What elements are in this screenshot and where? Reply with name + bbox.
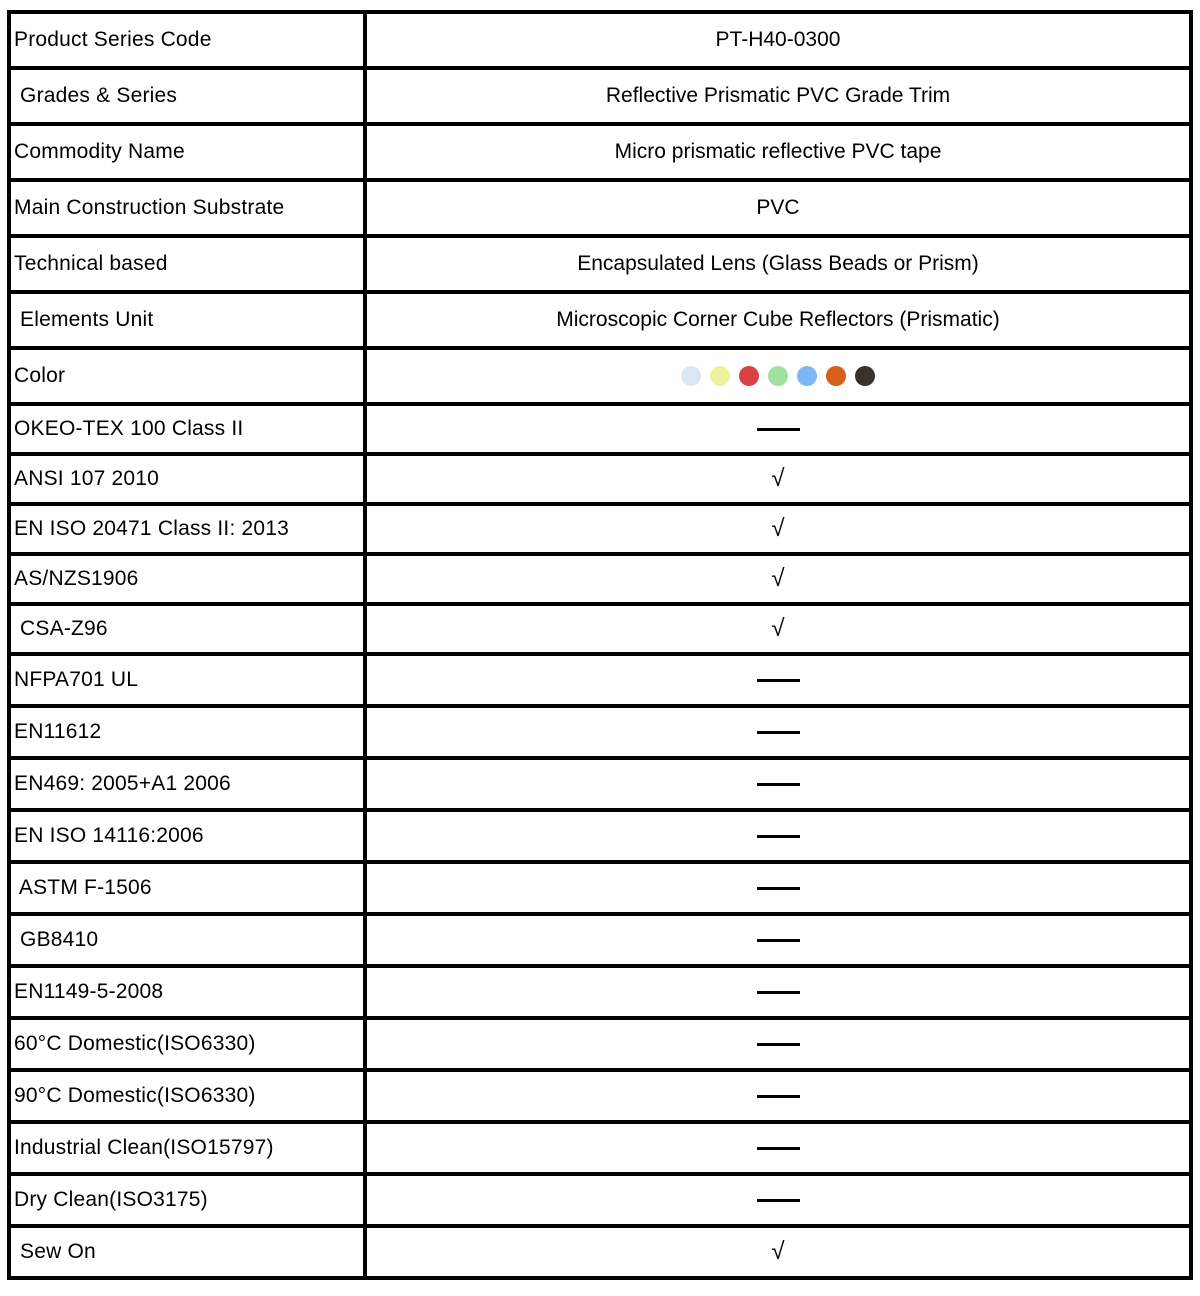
row-value — [365, 504, 1191, 554]
table-row — [9, 914, 1191, 966]
row-value — [365, 914, 1191, 966]
color-swatches — [681, 366, 875, 386]
row-label: EN11612 — [9, 706, 365, 758]
row-value — [365, 862, 1191, 914]
row-value — [365, 810, 1191, 862]
table-row — [9, 604, 1191, 654]
row-label: EN ISO 14116:2006 — [9, 810, 365, 862]
table-row — [9, 236, 1191, 292]
color-swatch-dot — [739, 366, 759, 386]
row-value — [365, 1070, 1191, 1122]
row-value — [365, 1018, 1191, 1070]
color-swatch-dot — [768, 366, 788, 386]
product-spec-table — [7, 10, 1193, 1280]
table-row — [9, 758, 1191, 810]
color-swatch-dot — [710, 366, 730, 386]
row-label: 60°C Domestic(ISO6330) — [9, 1018, 365, 1070]
table-row — [9, 706, 1191, 758]
table-row — [9, 292, 1191, 348]
row-label: Dry Clean(ISO3175) — [9, 1174, 365, 1226]
color-swatch-dot — [826, 366, 846, 386]
table-row — [9, 1070, 1191, 1122]
dash-mark — [757, 887, 800, 890]
table-row — [9, 124, 1191, 180]
row-label: OKEO-TEX 100 Class II — [9, 404, 365, 454]
row-label: CSA-Z96 — [9, 604, 365, 654]
row-label: NFPA701 UL — [9, 654, 365, 706]
table-row — [9, 68, 1191, 124]
row-label: Commodity Name — [9, 124, 365, 180]
row-value — [365, 1226, 1191, 1278]
check-mark: √ — [771, 1237, 785, 1265]
check-mark: √ — [771, 464, 785, 492]
row-label: Color — [9, 348, 365, 404]
dash-mark — [757, 428, 800, 431]
row-value — [365, 404, 1191, 454]
page — [0, 10, 1200, 1296]
check-mark: √ — [771, 614, 785, 642]
color-swatch-dot — [855, 366, 875, 386]
row-value — [365, 1122, 1191, 1174]
row-value — [365, 706, 1191, 758]
row-value — [365, 758, 1191, 810]
row-value: Micro prismatic reflective PVC tape — [365, 124, 1191, 180]
dash-mark — [757, 939, 800, 942]
dash-mark — [757, 991, 800, 994]
row-value: Encapsulated Lens (Glass Beads or Prism) — [365, 236, 1191, 292]
row-label: Grades & Series — [9, 68, 365, 124]
check-mark: √ — [771, 514, 785, 542]
dash-mark — [757, 1147, 800, 1150]
dash-mark — [757, 783, 800, 786]
dash-mark — [757, 1043, 800, 1046]
row-label: AS/NZS1906 — [9, 554, 365, 604]
dash-mark — [757, 1095, 800, 1098]
row-value: Microscopic Corner Cube Reflectors (Prismatic) — [365, 292, 1191, 348]
dash-mark — [757, 1199, 800, 1202]
dash-mark — [757, 731, 800, 734]
table-row — [9, 180, 1191, 236]
row-label: GB8410 — [9, 914, 365, 966]
row-label: Product Series Code — [9, 12, 365, 68]
table-row — [9, 966, 1191, 1018]
row-value: PVC — [365, 180, 1191, 236]
dash-mark — [757, 835, 800, 838]
row-label: Sew On — [9, 1226, 365, 1278]
row-value — [365, 1174, 1191, 1226]
row-label: Main Construction Substrate — [9, 180, 365, 236]
row-value — [365, 348, 1191, 404]
row-label: ANSI 107 2010 — [9, 454, 365, 504]
table-row — [9, 554, 1191, 604]
table-row — [9, 348, 1191, 404]
row-value — [365, 454, 1191, 504]
table-row — [9, 454, 1191, 504]
table-row — [9, 654, 1191, 706]
table-row — [9, 504, 1191, 554]
row-label: ASTM F-1506 — [9, 862, 365, 914]
row-value: PT-H40-0300 — [365, 12, 1191, 68]
color-swatch-dot — [681, 366, 701, 386]
table-row — [9, 12, 1191, 68]
color-swatch-dot — [797, 366, 817, 386]
row-value: Reflective Prismatic PVC Grade Trim — [365, 68, 1191, 124]
row-label: Technical based — [9, 236, 365, 292]
table-row — [9, 810, 1191, 862]
row-label: EN1149-5-2008 — [9, 966, 365, 1018]
row-label: EN ISO 20471 Class II: 2013 — [9, 504, 365, 554]
row-value — [365, 966, 1191, 1018]
row-label: Elements Unit — [9, 292, 365, 348]
dash-mark — [757, 679, 800, 682]
table-row — [9, 862, 1191, 914]
row-label: EN469: 2005+A1 2006 — [9, 758, 365, 810]
table-row — [9, 1018, 1191, 1070]
table-row — [9, 404, 1191, 454]
table-row — [9, 1174, 1191, 1226]
row-label: 90°C Domestic(ISO6330) — [9, 1070, 365, 1122]
check-mark: √ — [771, 564, 785, 592]
row-value — [365, 554, 1191, 604]
row-label: Industrial Clean(ISO15797) — [9, 1122, 365, 1174]
row-value — [365, 604, 1191, 654]
row-value — [365, 654, 1191, 706]
table-row — [9, 1122, 1191, 1174]
table-row — [9, 1226, 1191, 1278]
